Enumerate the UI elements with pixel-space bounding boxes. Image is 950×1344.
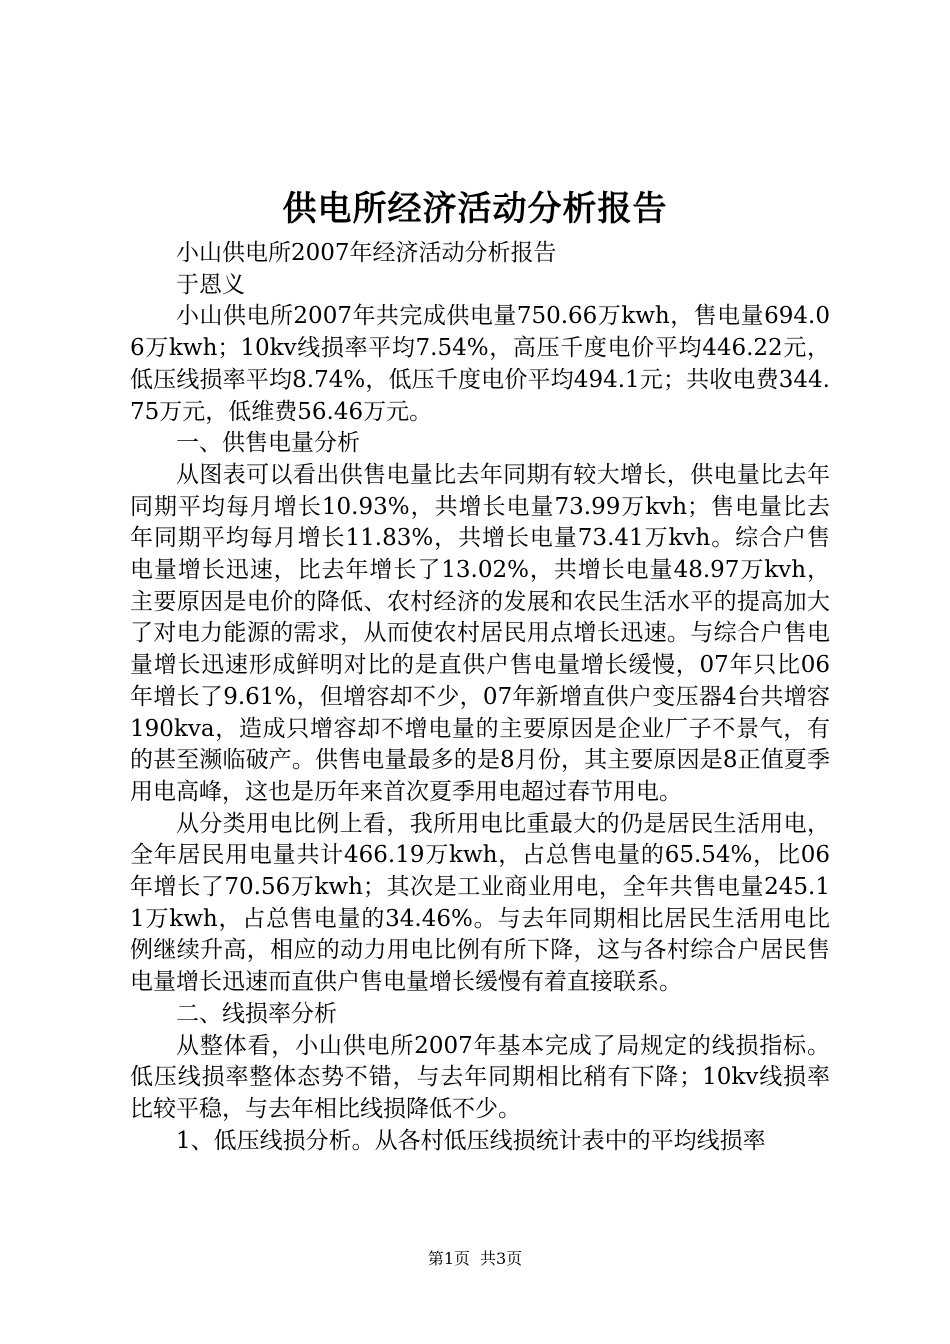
- page-total: 共3页: [480, 1249, 523, 1268]
- line-loss-overview-paragraph: 从整体看，小山供电所2007年基本完成了局规定的线损指标。低压线损率整体态势不错，与去年同期相比稍有下降；10kv线损率比较平稳，与去年相比线损降低不少。: [130, 1032, 830, 1122]
- section-heading-supply-sales: 一、供售电量分析: [176, 430, 360, 457]
- author-name: 于恩义: [176, 271, 245, 298]
- document-body: [130, 238, 830, 1157]
- section-heading-line-loss: 二、线损率分析: [176, 1000, 337, 1027]
- summary-paragraph: 小山供电所2007年共完成供电量750.66万kwh，售电量694.06万kwh；10kv线损率平均7.54%，高压千度电价平均446.22元，低压线损率平均8.74%，低压千度电价平均494.1元；共收电费344.75万元，低维费56.46万元。: [130, 303, 830, 425]
- low-voltage-loss-paragraph: 1、低压线损分析。从各村低压线损统计表中的平均线损率: [176, 1127, 766, 1154]
- page-number: 第1页: [427, 1249, 470, 1268]
- document-title: 供电所经济活动分析报告: [282, 189, 668, 229]
- page-footer: [0, 1247, 950, 1271]
- supply-sales-paragraph: 从图表可以看出供售电量比去年同期有较大增长，供电量比去年同期平均每月增长10.93%，共增长电量73.99万kvh；售电量比去年同期平均每月增长11.83%，共增长电量73.41万kvh。综合户售电量增长迅速，比去年增长了13.02%，共增长电量48.97万kvh，主要原因是电价的降低、农村经济的发展和农民生活水平的提高加大了对电力能源的需求，从而使农村居民用点增长迅速。与综合户售电量增长迅速形成鲜明对比的是直供户售电量增长缓慢，07年只比06年增长了9.61%，但增容却不少，07年新增直供户变压器4台共增容190kva，造成只增容却不增电量的主要原因是企业厂子不景气，有的甚至濒临破产。供售电量最多的是8月份，其主要原因是8正值夏季用电高峰，这也是历年来首次夏季用电超过春节用电。: [130, 461, 830, 805]
- report-subtitle: 小山供电所2007年经济活动分析报告: [176, 240, 557, 266]
- usage-category-paragraph: 从分类用电比例上看，我所用电比重最大的仍是居民生活用电，全年居民用电量共计466.19万kwh，占总售电量的65.54%，比06年增长了70.56万kwh；其次是工业商业用电，全年共售电量245.11万kwh，占总售电量的34.46%。与去年同期相比居民生活用电比例继续升高，相应的动力用电比例有所下降，这与各村综合户居民售电量增长迅速而直供户售电量增长缓慢有着直接联系。: [130, 810, 830, 996]
